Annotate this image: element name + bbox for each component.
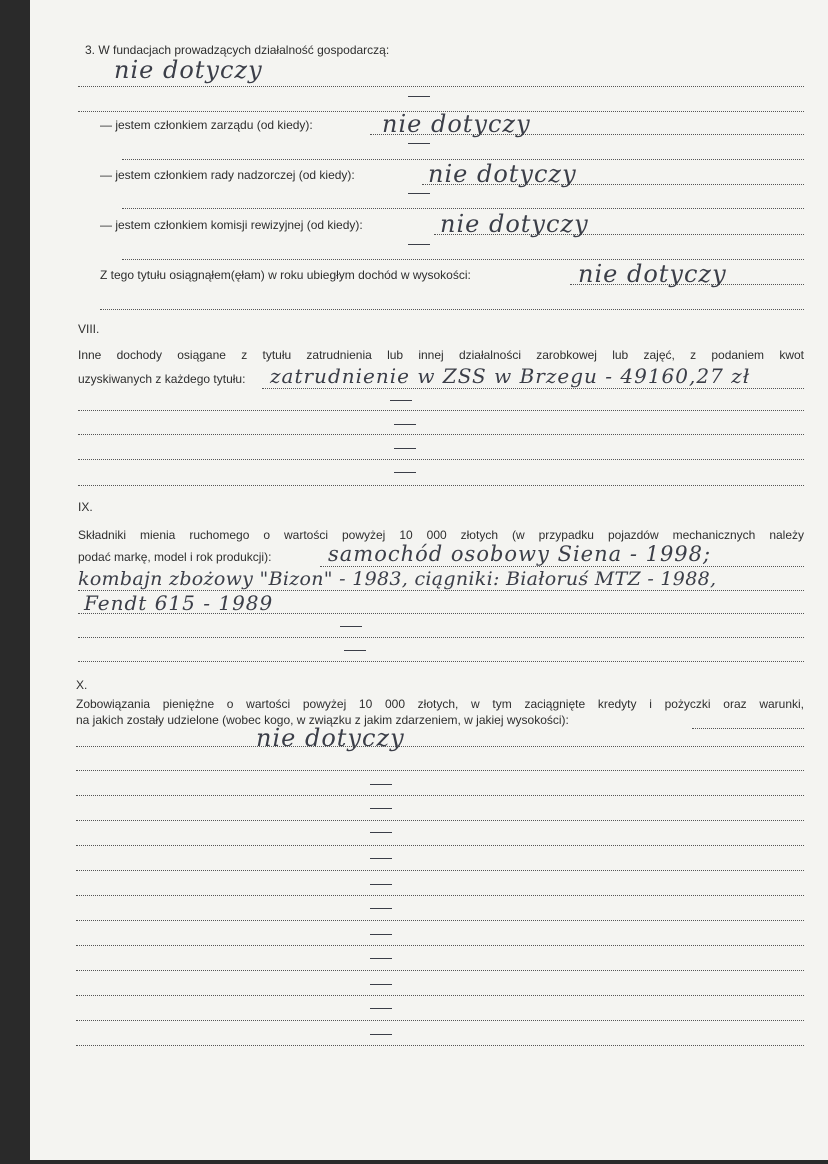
- handwritten-dash: [370, 958, 392, 959]
- section-number: IX.: [78, 500, 93, 514]
- handwritten-answer: nie dotyczy: [114, 56, 263, 84]
- dotted-line: [76, 820, 804, 821]
- section-text: Inne dochody osiągane z tytułu zatrudnienia lub innej działalności zarobkowej lub zajęć, z podaniem kwot: [78, 348, 804, 362]
- handwritten-answer: nie dotyczy: [440, 210, 589, 238]
- section-number: VIII.: [78, 322, 100, 336]
- dotted-line: [76, 746, 804, 747]
- section-text: Składniki mienia ruchomego o wartości powyżej 10 000 złotych (w przypadku pojazdów mechanicznych należy: [78, 528, 804, 542]
- komisja-label: — jestem członkiem komisji rewizyjnej (od kiedy):: [100, 218, 363, 232]
- item3-label: 3. W fundacjach prowadzących działalność gospodarczą:: [85, 43, 390, 57]
- handwritten-answer: nie dotyczy: [428, 160, 577, 188]
- dotted-line: [76, 845, 804, 846]
- dotted-line: [262, 388, 804, 389]
- rada-label: — jestem członkiem rady nadzorczej (od kiedy):: [100, 168, 355, 182]
- handwritten-dash: [408, 143, 430, 144]
- section-text: na jakich zostały udzielone (wobec kogo, w związku z jakim zdarzeniem, w jakiej wysokości):: [76, 713, 569, 727]
- handwritten-dash: [340, 626, 362, 627]
- dotted-line: [76, 1020, 804, 1021]
- handwritten-dash: [408, 96, 430, 97]
- handwritten-dash: [344, 650, 366, 651]
- handwritten-answer: nie dotyczy: [382, 110, 531, 138]
- zarzad-label: — jestem członkiem zarządu (od kiedy):: [100, 118, 313, 132]
- dotted-line: [78, 410, 804, 411]
- handwritten-dash: [408, 193, 430, 194]
- dotted-line: [78, 434, 804, 435]
- handwritten-answer: Fendt 615 - 1989: [84, 591, 274, 615]
- dotted-line: [76, 795, 804, 796]
- dotted-line: [76, 770, 804, 771]
- dochod-label: Z tego tytułu osiągnąłem(ęłam) w roku ubiegłym dochód w wysokości:: [100, 268, 471, 282]
- dotted-line: [320, 566, 804, 567]
- dotted-line: [78, 86, 804, 87]
- handwritten-dash: [370, 984, 392, 985]
- dotted-line: [76, 895, 804, 896]
- dotted-line: [78, 485, 804, 486]
- handwritten-answer: samochód osobowy Siena - 1998;: [328, 542, 712, 566]
- dotted-line: [76, 920, 804, 921]
- document-page: [30, 0, 828, 1160]
- handwritten-answer: zatrudnienie w ZSS w Brzegu - 49160,27 zł: [270, 364, 751, 388]
- handwritten-dash: [370, 1034, 392, 1035]
- handwritten-dash: [370, 858, 392, 859]
- handwritten-dash: [390, 400, 412, 401]
- handwritten-dash: [394, 472, 416, 473]
- handwritten-dash: [370, 1008, 392, 1009]
- handwritten-dash: [408, 244, 430, 245]
- dotted-line: [76, 945, 804, 946]
- dotted-line: [122, 208, 804, 209]
- handwritten-dash: [370, 832, 392, 833]
- section-text: podać markę, model i rok produkcji):: [78, 550, 272, 564]
- handwritten-answer: kombajn zbożowy "Bizon" - 1983, ciągniki: Białoruś MTZ - 1988,: [78, 568, 717, 590]
- dotted-line: [692, 728, 804, 729]
- handwritten-answer: nie dotyczy: [256, 724, 405, 752]
- dotted-line: [76, 970, 804, 971]
- dotted-line: [78, 661, 804, 662]
- dotted-line: [100, 309, 804, 310]
- handwritten-answer: nie dotyczy: [578, 260, 727, 288]
- handwritten-dash: [370, 884, 392, 885]
- handwritten-dash: [394, 448, 416, 449]
- dotted-line: [78, 459, 804, 460]
- handwritten-dash: [370, 808, 392, 809]
- handwritten-dash: [370, 784, 392, 785]
- dotted-line: [76, 1045, 804, 1046]
- section-text: uzyskiwanych z każdego tytułu:: [78, 372, 246, 386]
- handwritten-dash: [370, 934, 392, 935]
- section-number: X.: [76, 678, 88, 692]
- section-text: Zobowiązania pieniężne o wartości powyżej 10 000 złotych, w tym zaciągnięte kredyty i pożyczki oraz warunki,: [76, 697, 804, 711]
- dotted-line: [76, 870, 804, 871]
- handwritten-dash: [370, 908, 392, 909]
- dotted-line: [78, 637, 804, 638]
- dotted-line: [76, 995, 804, 996]
- handwritten-dash: [394, 424, 416, 425]
